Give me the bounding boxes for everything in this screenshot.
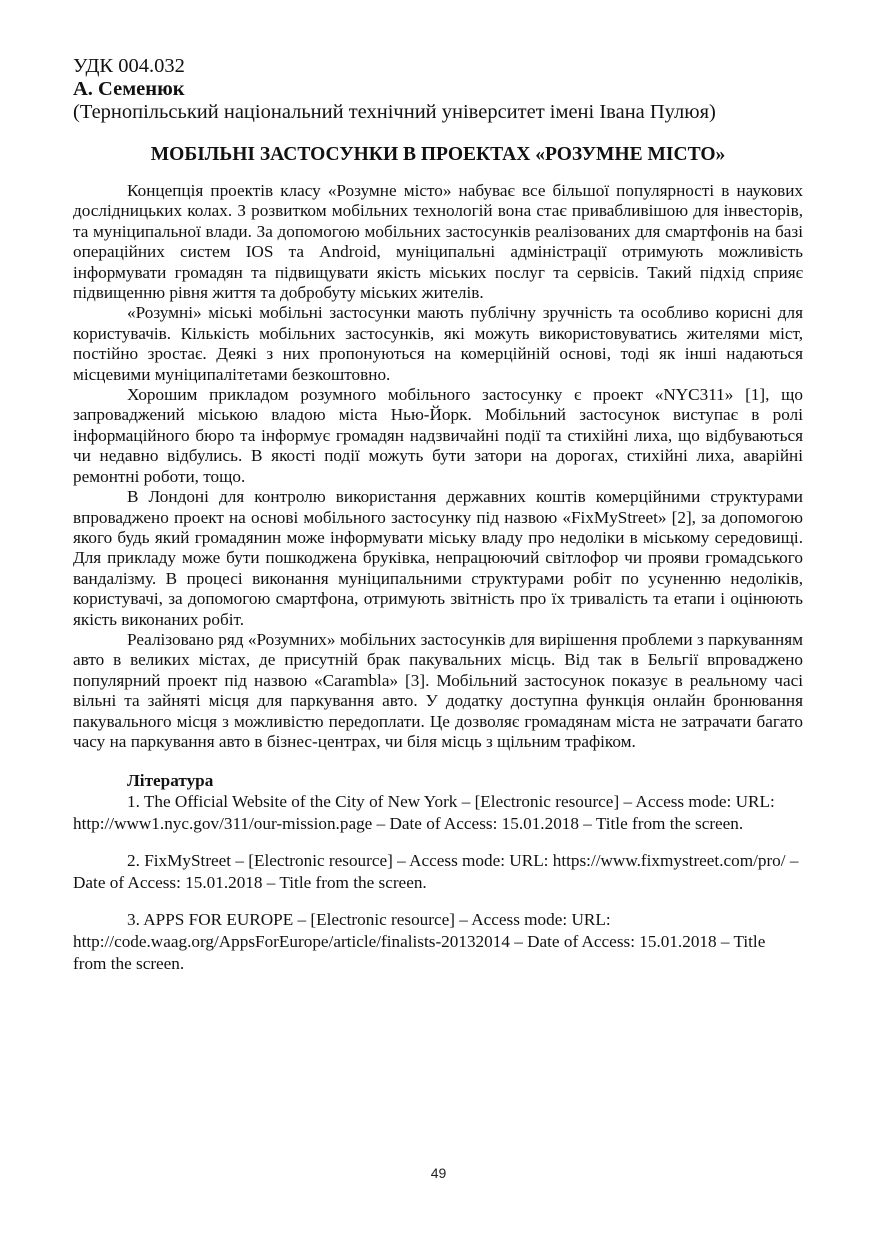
literature-heading: Література <box>127 771 214 791</box>
reference-text: FixMyStreet – [Electronic resource] – Access mode: URL: https://www.fixmystreet.com/pro/ – Date of Access: 15.01.2018 – Title from the screen. <box>73 851 799 893</box>
reference-list <box>73 791 803 975</box>
article-body <box>73 181 803 752</box>
reference-number: 3. <box>127 910 140 930</box>
document-page <box>73 55 803 990</box>
author-affiliation: (Тернопільський національний технічний університет імені Івана Пулюя) <box>73 101 716 123</box>
reference-item <box>73 791 803 835</box>
author-name: А. Семенюк <box>73 78 185 100</box>
body-paragraph: «Розумні» міські мобільні застосунки мають публічну зручність та особливо корисні для користувачів. Кількість мобільних застосунків, які можуть використовуватись жителями міст, постійно зростає. Деякі з них пропонуються на комерційній основі, тоді як інші надаються місцевими муніципалітетами безкоштовно. <box>73 303 803 384</box>
udc-code: УДК 004.032 <box>73 55 185 77</box>
body-paragraph: Концепція проектів класу «Розумне місто» набуває все більшої популярності в наукових дослідницьких колах. З розвитком мобільних технологій вона стає привабливішою для інвесторів, та муніципальної влади. За допомогою мобільних застосунків реалізованих для смартфонів на базі операційних систем IOS та Android, муніципальні адміністрації отримують можливість інформувати громадян та підвищувати якість міських послуг та сервісів. Такий підхід сприяє підвищенню рівня життя та добробуту міських жителів. <box>73 181 803 303</box>
reference-item <box>73 909 803 975</box>
reference-text: APPS FOR EUROPE – [Electronic resource] – Access mode: URL: http://code.waag.org/AppsForEurope/article/finalists-20132014 – Date of Access: 15.01.2018 – Title from the screen. <box>73 910 766 974</box>
reference-item <box>73 850 803 894</box>
body-paragraph: В Лондоні для контролю використання державних коштів комерційними структурами впроваджено проект на основі мобільного застосунку під назвою «FixMyStreet» [2], за допомогою якого будь який громадянин може інформувати міську владу про недоліки в міському середовищі. Для прикладу може бути пошкоджена бруківка, непрацюючий світлофор чи прояви громадського вандалізму. В процесі виконання муніципальними структурами робіт по усуненню недоліків, користувачі, за допомогою смартфона, отримують звітність про їх тривалість та етапи і оцінюють якість виконаних робіт. <box>73 487 803 629</box>
body-paragraph: Реалізовано ряд «Розумних» мобільних застосунків для вирішення проблеми з паркуванням авто в великих містах, де присутній брак пакувальних місць. Від так в Бельгії впроваджено популярний проект під назвою «Carambla» [3]. Мобільний застосунок показує в реальному часі вільні та зайняті місця для паркування авто. У додатку доступна функція онлайн бронювання пакувального місця з можливістю передоплати. Це дозволяє громадянам міста не затрачати багато часу на паркування авто в бізнес-центрах, чи біля місць з щільним трафіком. <box>73 629 803 751</box>
body-paragraph: Хорошим прикладом розумного мобільного застосунку є проект «NYC311» [1], що запроваджений міською владою міста Нью-Йорк. Мобільний застосунок виступає в ролі інформаційного бюро та інформує громадян надзвичайні події та стихійні лиха, що відбуваються чи недавно відбулись. В якості події можуть бути затори на дорогах, стихійні лиха, аварійні ремонтні роботи, тощо. <box>73 385 803 486</box>
reference-number: 2. <box>127 851 140 871</box>
article-title: МОБІЛЬНІ ЗАСТОСУНКИ В ПРОЕКТАХ «РОЗУМНЕ МІСТО» <box>150 144 726 165</box>
page-number: 49 <box>430 1165 447 1181</box>
reference-text: The Official Website of the City of New York – [Electronic resource] – Access mode: URL: http://www1.nyc.gov/311/our-mission.page – Date of Access: 15.01.2018 – Title from the screen. <box>73 792 775 834</box>
reference-number: 1. <box>127 792 140 812</box>
